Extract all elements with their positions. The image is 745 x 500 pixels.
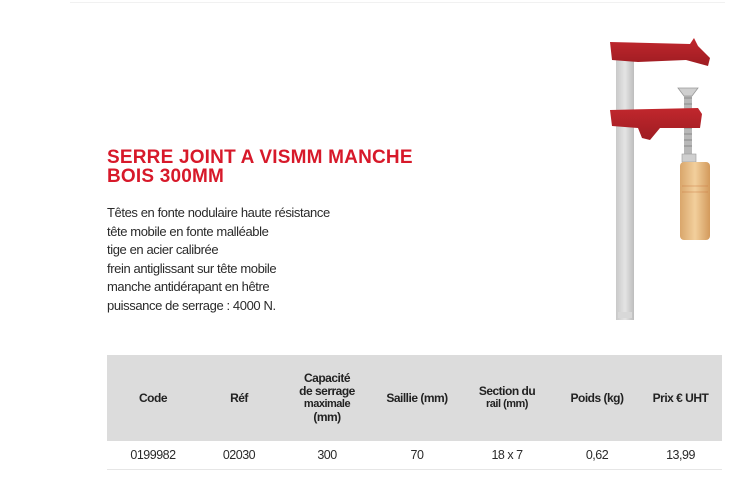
top-divider bbox=[70, 2, 725, 3]
header-capacite bbox=[279, 355, 375, 441]
header-code: Code bbox=[139, 390, 167, 405]
product-description bbox=[107, 204, 330, 316]
table-header-row bbox=[107, 355, 722, 441]
cell-poids: 0,62 bbox=[585, 448, 609, 463]
description-line: Têtes en fonte nodulaire haute résistance bbox=[107, 205, 330, 220]
cell-capacite: 300 bbox=[317, 448, 337, 463]
header-capacite-line: de serrage bbox=[299, 384, 355, 398]
description-line: frein antiglissant sur tête mobile bbox=[107, 260, 277, 276]
header-poids: Poids (kg) bbox=[570, 390, 624, 405]
header-section bbox=[459, 355, 555, 441]
header-capacite-line: Capacité bbox=[303, 371, 351, 385]
header-ref: Réf bbox=[230, 390, 248, 405]
product-title bbox=[107, 148, 467, 186]
product-image-bar-clamp bbox=[598, 36, 720, 326]
header-saillie: Saillie (mm) bbox=[386, 390, 448, 405]
table-row bbox=[107, 441, 722, 469]
header-prix: Prix € UHT bbox=[652, 390, 709, 405]
description-line: tige en acier calibrée bbox=[107, 242, 219, 258]
cell-ref: 02030 bbox=[222, 448, 256, 463]
description-line: manche antidérapant en hêtre bbox=[107, 279, 270, 295]
header-capacite-line: (mm) bbox=[313, 410, 341, 424]
header-section-line: Section du bbox=[478, 384, 536, 398]
header-capacite-line: maximale bbox=[303, 398, 351, 410]
specs-table bbox=[107, 355, 722, 470]
cell-section: 18 x 7 bbox=[491, 448, 523, 463]
product-title-line-2: BOIS 300MM bbox=[107, 166, 225, 187]
product-title-line-1: SERRE JOINT A VISMM MANCHE bbox=[107, 147, 413, 168]
cell-prix: 13,99 bbox=[666, 448, 695, 463]
header-section-line: rail (mm) bbox=[486, 398, 528, 410]
cell-code: 0199982 bbox=[130, 448, 176, 463]
description-line: puissance de serrage : 4000 N. bbox=[107, 297, 276, 313]
description-line: tête mobile en fonte malléable bbox=[107, 223, 269, 239]
cell-saillie: 70 bbox=[410, 448, 424, 463]
